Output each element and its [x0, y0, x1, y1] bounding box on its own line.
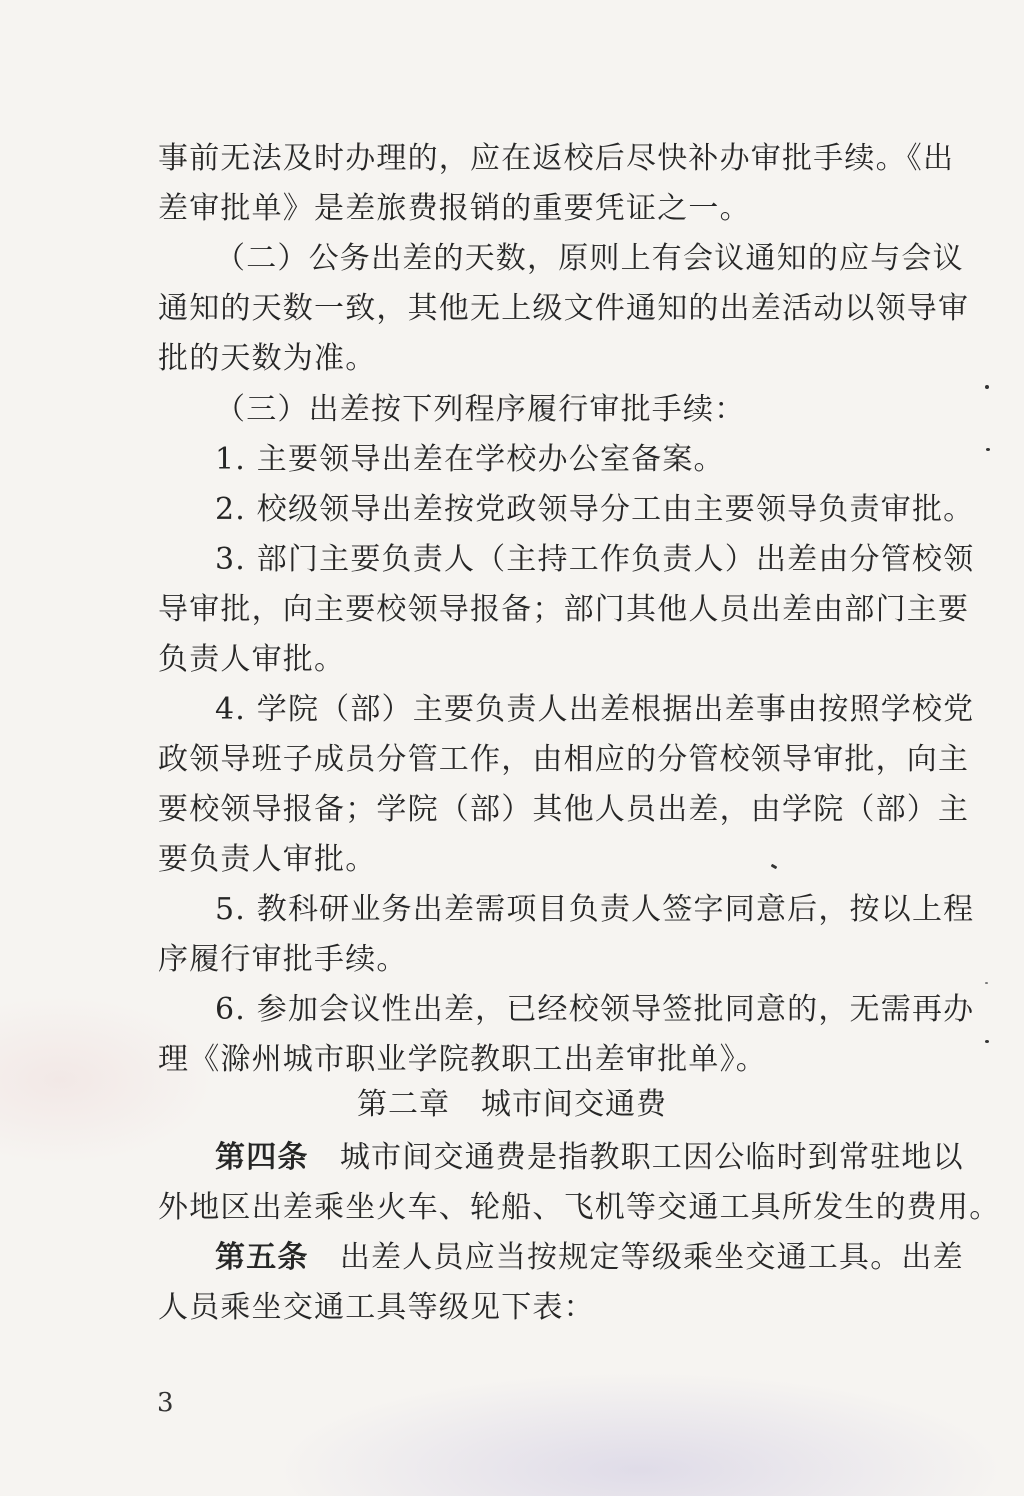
- body-line: 政领导班子成员分管工作，由相应的分管校领导审批，向主: [158, 742, 970, 777]
- list-item: 4. 学院（部）主要负责人出差根据出差事由按照学校党: [215, 692, 975, 727]
- body-line: 要校领导报备；学院（部）其他人员出差，由学院（部）主: [158, 792, 970, 827]
- scan-speck: [986, 448, 990, 451]
- scan-speck: [985, 1040, 989, 1043]
- body-line: 批的天数为准。: [158, 341, 377, 376]
- body-line: 外地区出差乘坐火车、轮船、飞机等交通工具所发生的费用。: [158, 1190, 1001, 1225]
- body-line: 要负责人审批。: [158, 842, 377, 877]
- list-item: 5. 教科研业务出差需项目负责人签字同意后，按以上程: [215, 892, 975, 927]
- body-line: 事前无法及时办理的，应在返校后尽快补办审批手续。《出: [158, 141, 955, 176]
- body-line: 序履行审批手续。: [158, 942, 408, 977]
- page-number: 3: [157, 1388, 174, 1418]
- body-line: （三）出差按下列程序履行审批手续：: [215, 392, 746, 427]
- scan-speck: [985, 385, 989, 389]
- scan-speck: [985, 982, 988, 984]
- chapter-heading: 第二章 城市间交通费: [357, 1087, 667, 1122]
- body-line: 理《滁州城市职业学院教职工出差审批单》。: [158, 1042, 767, 1077]
- article-4-text: 城市间交通费是指教职工因公临时到常驻地以: [339, 1140, 964, 1175]
- body-line: 负责人审批。: [158, 642, 346, 677]
- list-item: 2. 校级领导出差按党政领导分工由主要领导负责审批。: [215, 492, 975, 527]
- article-5-line: [215, 1238, 964, 1278]
- body-line: 差审批单》是差旅费报销的重要凭证之一。: [158, 191, 751, 226]
- list-item: 1. 主要领导出差在学校办公室备案。: [215, 442, 725, 477]
- list-item: 3. 部门主要负责人（主持工作负责人）出差由分管校领: [215, 542, 975, 577]
- body-line: （二）公务出差的天数，原则上有会议通知的应与会议: [215, 241, 964, 276]
- article-4-label: 第四条: [215, 1140, 309, 1175]
- list-item: 6. 参加会议性出差，已经校领导签批同意的，无需再办: [215, 992, 975, 1027]
- article-5-label: 第五条: [215, 1240, 309, 1275]
- body-line: 人员乘坐交通工具等级见下表：: [158, 1290, 595, 1325]
- article-5-text: 出差人员应当按规定等级乘坐交通工具。出差: [339, 1240, 964, 1275]
- body-line: 导审批，向主要校领导报备；部门其他人员出差由部门主要: [158, 592, 970, 627]
- body-line: 通知的天数一致，其他无上级文件通知的出差活动以领导审: [158, 291, 970, 326]
- article-4-line: [215, 1138, 964, 1178]
